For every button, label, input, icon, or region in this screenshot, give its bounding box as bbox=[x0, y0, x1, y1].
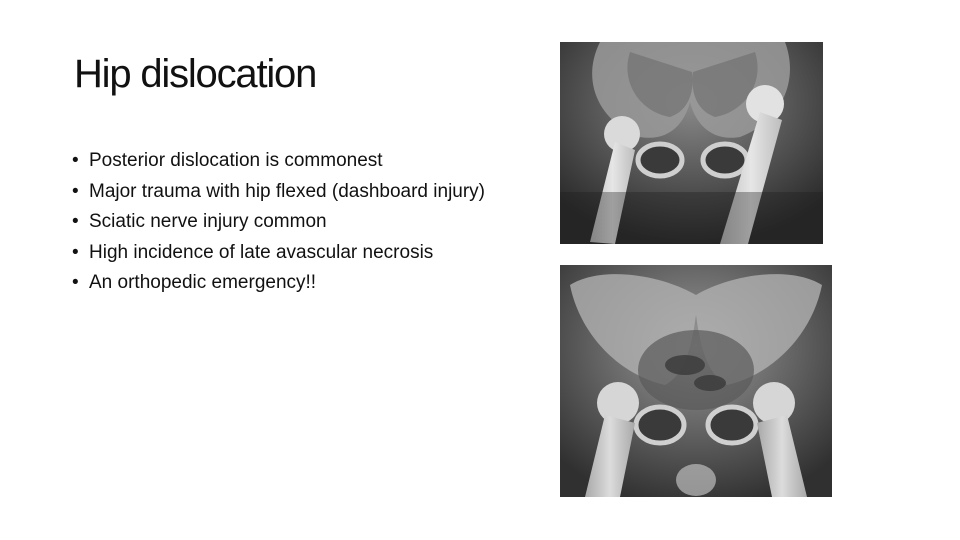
bullet-dot: • bbox=[72, 241, 79, 263]
bullet-text: High incidence of late avascular necrosis bbox=[89, 241, 434, 263]
bullet-item bbox=[72, 207, 485, 238]
bullet-dot: • bbox=[72, 211, 79, 232]
bullet-text: Sciatic nerve injury common bbox=[89, 211, 327, 232]
bullet-item bbox=[72, 146, 485, 177]
bullet-text: An orthopedic emergency!! bbox=[89, 272, 317, 293]
bullet-item bbox=[72, 238, 485, 269]
pelvis-xray-dislocated-hip-icon bbox=[560, 42, 823, 244]
bullet-dot: • bbox=[72, 150, 79, 171]
bullet-dot: • bbox=[72, 180, 79, 202]
pelvis-xray-dislocated-hip-image bbox=[560, 42, 823, 244]
bullet-list bbox=[72, 146, 485, 299]
bullet-text: Posterior dislocation is commonest bbox=[89, 150, 383, 171]
pelvis-xray-ap-view-image bbox=[560, 265, 832, 497]
bullet-text: Major trauma with hip flexed (dashboard injury) bbox=[89, 180, 486, 202]
pelvis-xray-ap-view-icon bbox=[560, 265, 832, 497]
slide-title: Hip dislocation bbox=[74, 52, 317, 96]
bullet-item bbox=[72, 268, 485, 299]
bullet-item bbox=[72, 177, 485, 208]
bullet-dot: • bbox=[72, 272, 79, 293]
